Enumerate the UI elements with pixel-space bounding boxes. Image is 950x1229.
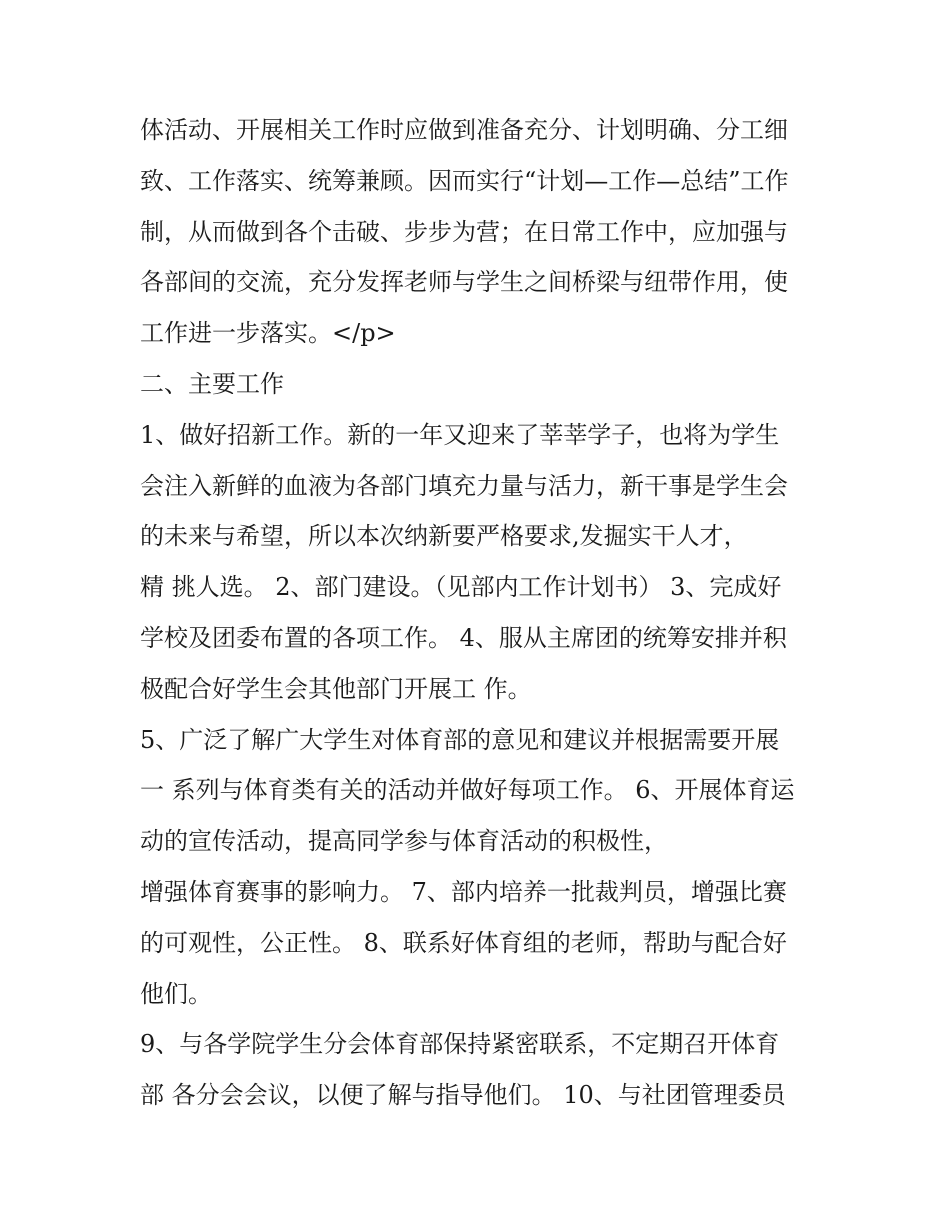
text-line: 他们。 xyxy=(140,979,212,1008)
text-line: 9、与各学院学生分会体育部保持紧密联系，不定期召开体育 xyxy=(140,1030,780,1059)
text-line: 体活动、开展相关工作时应做到准备充分、计划明确、分工细 xyxy=(140,116,788,144)
text-line: 制，从而做到各个击破、步步为营；在日常工作中，应加强与 xyxy=(140,217,788,246)
text-line: 工作进一步落实。</p> xyxy=(140,319,396,348)
text-line: 的未来与希望，所以本次纳新要严格要求,发掘实干人才， xyxy=(140,522,748,551)
text-line: 学校及团委布置的各项工作。 4、服从主席团的统筹安排并积 xyxy=(140,623,787,652)
text-line: 会注入新鲜的血液为各部门填充力量与活力，新干事是学生会 xyxy=(140,471,788,500)
text-line: 部 各分会会议，以便了解与指导他们。 10、与社团管理委员 xyxy=(140,1081,786,1110)
text-line: 各部间的交流，充分发挥老师与学生之间桥梁与纽带作用，使 xyxy=(140,268,788,297)
text-line: 5、广泛了解广大学生对体育部的意见和建议并根据需要开展 xyxy=(140,725,780,754)
text-line: 极配合好学生会其他部门开展工 作。 xyxy=(140,674,532,703)
text-line: 致、工作落实、统筹兼顾。因而实行“计划—工作—总结”工作 xyxy=(140,166,789,195)
text-line: 精 挑人选。 2、部门建设。（见部内工作计划书） 3、完成好 xyxy=(140,573,782,602)
text-line: 1、做好招新工作。新的一年又迎来了莘莘学子，也将为学生 xyxy=(140,420,780,449)
document-body xyxy=(140,105,820,1121)
text-line: 的可观性，公正性。 8、联系好体育组的老师，帮助与配合好 xyxy=(140,928,787,957)
text-line: 增强体育赛事的影响力。 7、部内培养一批裁判员，增强比赛 xyxy=(140,877,787,906)
section-heading: 二、主要工作 xyxy=(140,369,284,398)
text-line: 动的宣传活动，提高同学参与体育活动的积极性， xyxy=(140,827,668,856)
text-line: 一 系列与体育类有关的活动并做好每项工作。 6、开展体育运 xyxy=(140,776,795,805)
